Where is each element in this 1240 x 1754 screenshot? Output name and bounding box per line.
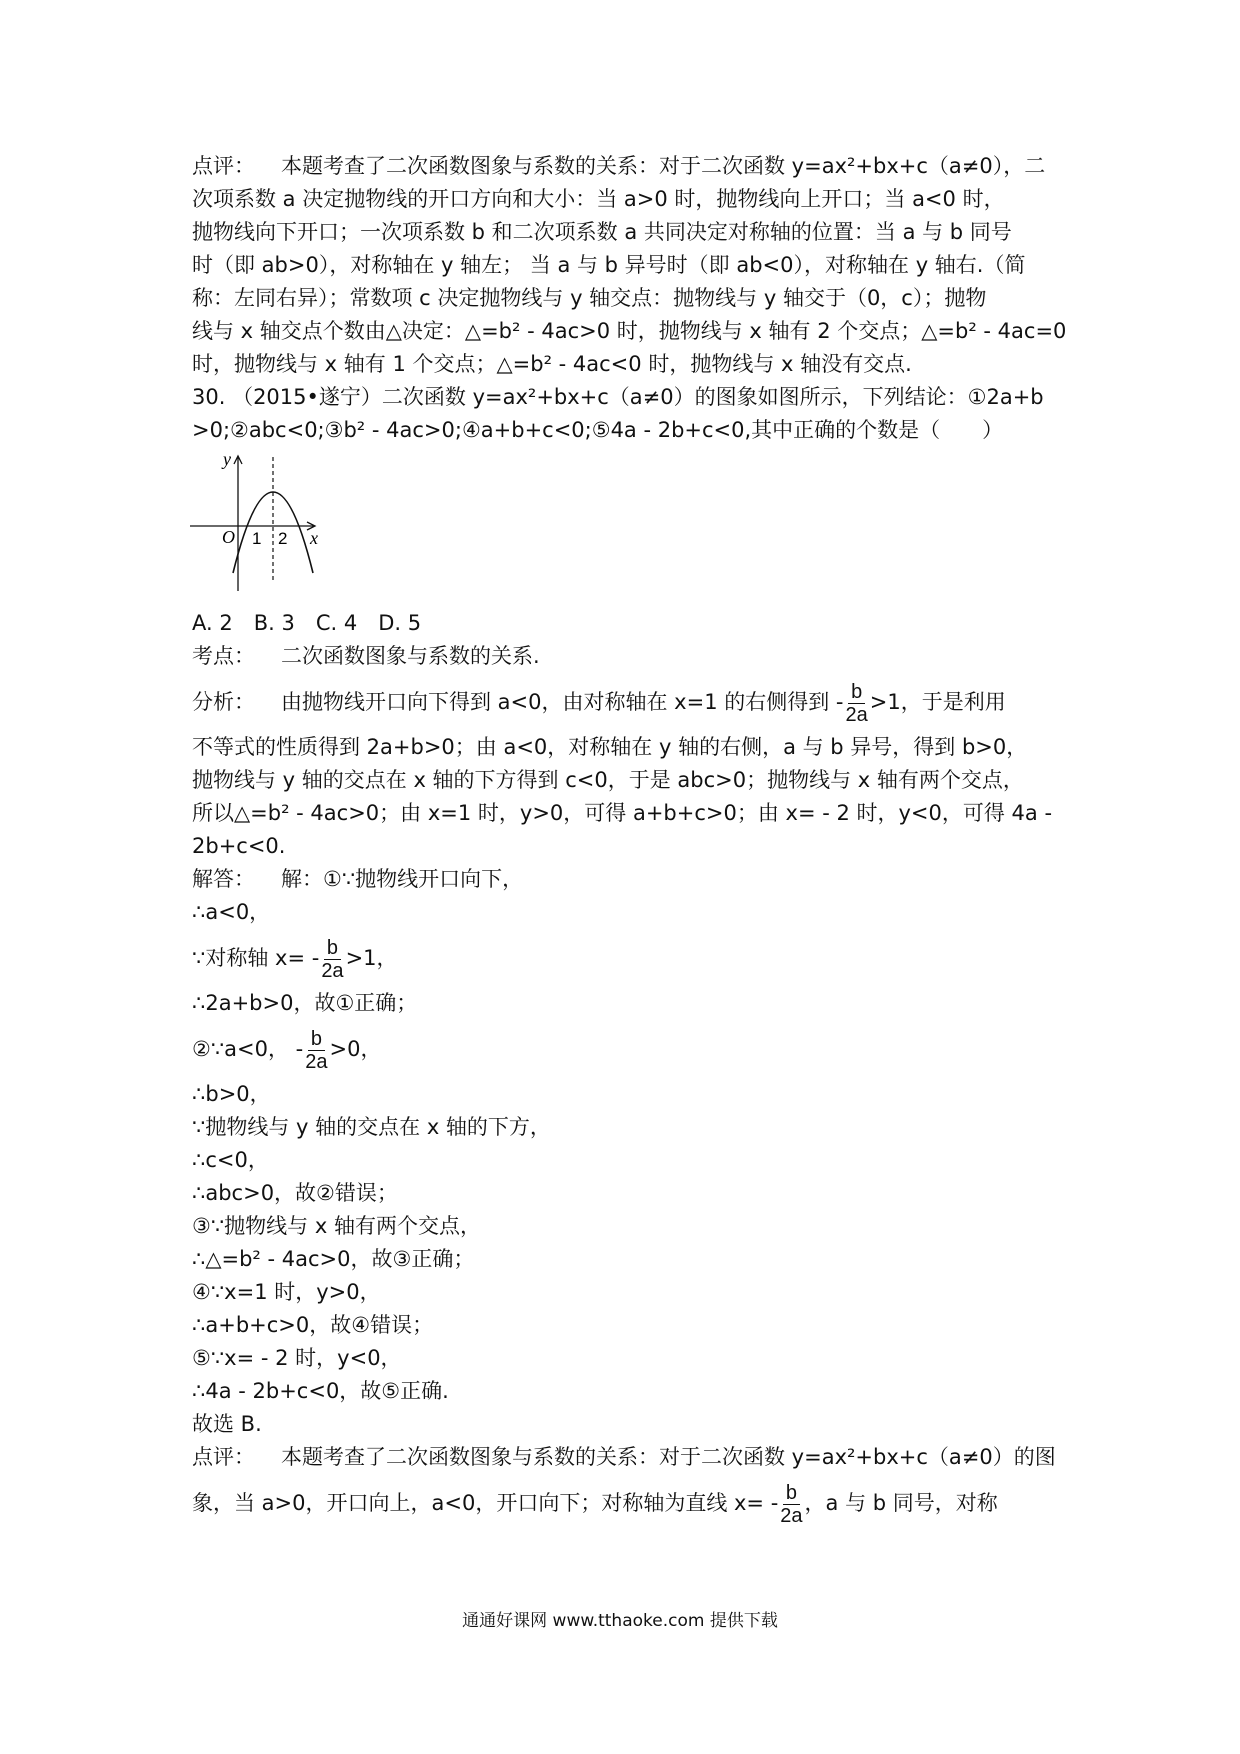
solution-line: ②∵a<0， - $\frac{b}{2a}$ >0，	[192, 1027, 382, 1073]
review-line: 次项系数 a 决定抛物线的开口方向和大小：当 a>0 时，抛物线向上开口；当 a<0 时，	[192, 187, 1005, 211]
review-section-2	[192, 1441, 1062, 1532]
solution-line: ∴4a - 2b+c<0，故⑤正确.	[192, 1379, 449, 1403]
solution-line: ∴△=b² - 4ac>0，故③正确；	[192, 1247, 475, 1271]
analysis-label: 分析：	[192, 690, 255, 714]
solution-line: ∴2a+b>0，故①正确；	[192, 991, 418, 1015]
parabola-curve	[233, 492, 313, 573]
analysis-line: 不等式的性质得到 2a+b>0；由 a<0，对称轴在 y 轴的右侧，a 与 b 异号，得到 b>0，	[192, 735, 1028, 759]
tick-label-1: 1	[252, 529, 262, 548]
question-stem-line-2: >0;②abc<0;③b² - 4ac>0;④a+b+c<0;⑤4a - 2b+c<0,其中正确的个数是（ ）	[192, 418, 1004, 442]
solution-line: 故选 B.	[192, 1412, 262, 1436]
solution-line: ∴abc>0，故②错误；	[192, 1181, 398, 1205]
analysis-line: 分析： 由抛物线开口向下得到 a<0，由对称轴在 x=1 的右侧得到 - $\frac{b}{2a}$ >1，于是利用	[192, 680, 1006, 726]
x-axis-label: x	[310, 528, 318, 548]
fraction-b-over-2a: $\frac{b}{2a}$	[845, 680, 868, 726]
solution-line: 解答： 解：①∵抛物线开口向下，	[192, 867, 524, 891]
page-footer: 通通好课网 www.tthaoke.com 提供下载	[462, 1611, 778, 1631]
review-line: 抛物线向下开口；一次项系数 b 和二次项系数 a 共同决定对称轴的位置：当 a 与 b 同号	[192, 220, 1012, 244]
fraction-b-over-2a: $\frac{b}{2a}$	[321, 936, 344, 982]
review-label: 点评：	[192, 154, 255, 178]
origin-label: O	[222, 527, 235, 547]
review-line: 点评： 本题考查了二次函数图象与系数的关系：对于二次函数 y=ax²+bx+c（a≠0），二	[192, 154, 1046, 178]
solution-line: ∴b>0，	[192, 1082, 271, 1106]
y-axis-label: y	[223, 451, 231, 469]
solution-line: ⑤∵x= - 2 时，y<0，	[192, 1346, 402, 1370]
question-30	[192, 381, 1062, 640]
review-line: 时（即 ab>0），对称轴在 y 轴左； 当 a 与 b 异号时（即 ab<0），对称轴在 y 轴右.（简	[192, 253, 1026, 277]
review-label: 点评：	[192, 1445, 255, 1469]
kaodian-section: 考点： 二次函数图象与系数的关系.	[192, 644, 540, 668]
review-section-1	[192, 150, 1067, 381]
kaodian-label: 考点：	[192, 644, 255, 668]
solution-line: ∵对称轴 x= - $\frac{b}{2a}$ >1，	[192, 936, 398, 982]
analysis-line: 2b+c<0.	[192, 834, 286, 858]
review-line: 称：左同右异）；常数项 c 决定抛物线与 y 轴交点：抛物线与 y 轴交于（0，c）；抛物	[192, 286, 987, 310]
answer-options: A. 2 B. 3 C. 4 D. 5	[192, 611, 422, 635]
solution-line: ∴a+b+c>0，故④错误；	[192, 1313, 434, 1337]
document-body	[192, 150, 1067, 1532]
review-line: 象，当 a>0，开口向上，a<0，开口向下；对称轴为直线 x= - $\frac{b}{2a}$ ，a 与 b 同号，对称	[192, 1481, 998, 1527]
solution-line: ∴a<0，	[192, 900, 271, 924]
review-line: 线与 x 轴交点个数由△决定：△=b² - 4ac>0 时，抛物线与 x 轴有 2 个交点；△=b² - 4ac=0	[192, 319, 1067, 343]
solution-line: ∴c<0，	[192, 1148, 269, 1172]
solution-line: ∵抛物线与 y 轴的交点在 x 轴的下方，	[192, 1115, 551, 1139]
solution-label: 解答：	[192, 867, 255, 891]
parabola-figure	[186, 451, 336, 601]
question-stem-line-1: 30. （2015•遂宁）二次函数 y=ax²+bx+c（a≠0）的图象如图所示，下列结论：①2a+b	[192, 385, 1044, 409]
analysis-line: 所以△=b² - 4ac>0；由 x=1 时，y>0，可得 a+b+c>0；由 x= - 2 时，y<0，可得 4a -	[192, 801, 1053, 825]
fraction-b-over-2a: $\frac{b}{2a}$	[305, 1027, 328, 1073]
parabola-graph	[192, 451, 1062, 601]
solution-line: ④∵x=1 时，y>0，	[192, 1280, 381, 1304]
review-line: 时，抛物线与 x 轴有 1 个交点；△=b² - 4ac<0 时，抛物线与 x 轴没有交点.	[192, 352, 912, 376]
tick-label-2: 2	[278, 529, 288, 548]
review-line: 点评： 本题考查了二次函数图象与系数的关系：对于二次函数 y=ax²+bx+c（a≠0）的图	[192, 1445, 1056, 1469]
solution-section	[192, 863, 1062, 1441]
fraction-b-over-2a: $\frac{b}{2a}$	[780, 1481, 803, 1527]
solution-line: ③∵抛物线与 x 轴有两个交点，	[192, 1214, 481, 1238]
analysis-line: 抛物线与 y 轴的交点在 x 轴的下方得到 c<0，于是 abc>0；抛物线与 x 轴有两个交点，	[192, 768, 1024, 792]
analysis-section	[192, 673, 1062, 863]
